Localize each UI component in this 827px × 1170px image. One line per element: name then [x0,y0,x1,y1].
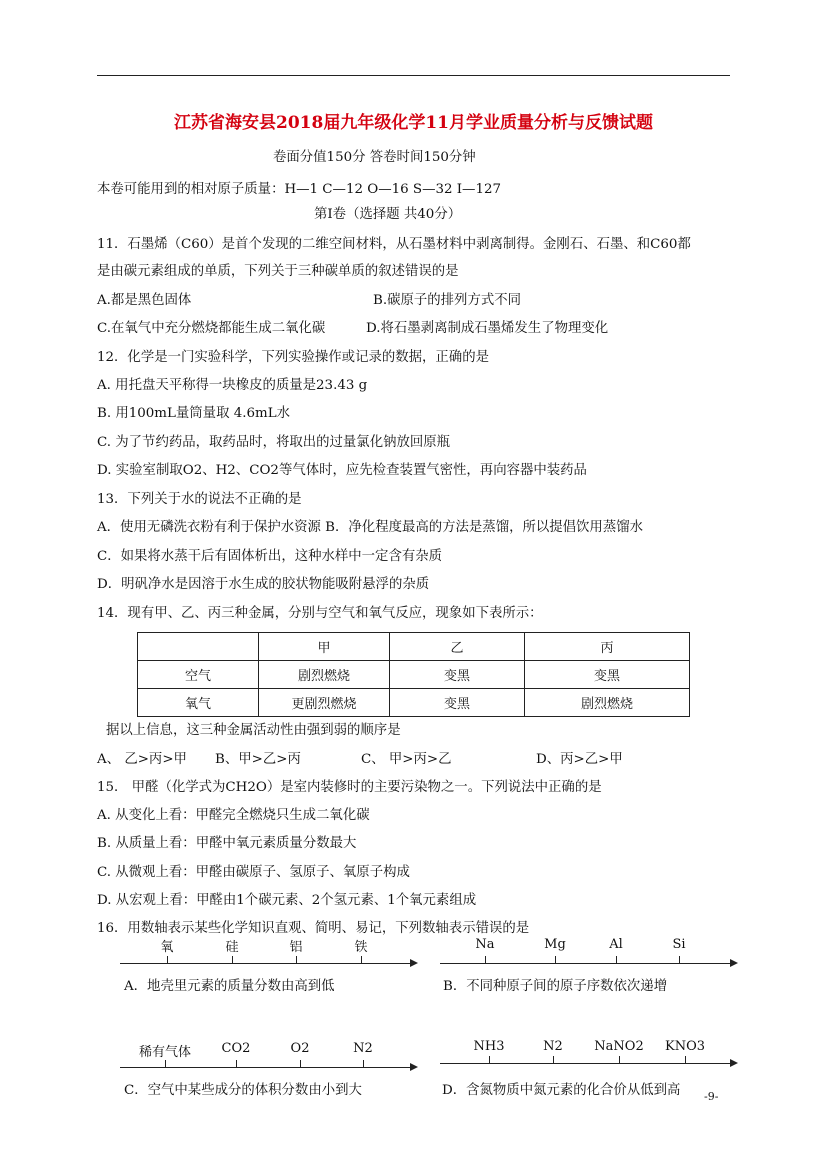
page-title: 江苏省海安县2018届九年级化学11月学业质量分析与反馈试题 [174,113,653,133]
axis-c-label: N2 [353,1041,373,1056]
table-cell: 更剧烈燃烧 [259,689,390,717]
number-axis-c [120,1067,410,1068]
axis-b-caption: B．不同种原子间的原子序数依次递增 [443,979,668,994]
table-header-cell: 乙 [390,633,525,661]
axis-tick [296,956,297,963]
axis-arrow [730,959,738,967]
q15-stem: 15． 甲醛（化学式为CH2O）是室内装修时的主要污染物之一。下列说法中正确的是 [97,780,602,795]
q12-option-b: B. 用100mL量筒量取 4.6mL水 [97,406,290,421]
q14-option-d: D、丙>乙>甲 [536,752,623,767]
q11-option-d: D.将石墨剥离制成石墨烯发生了物理变化 [366,321,609,336]
q15-option-a: A. 从变化上看：甲醛完全燃烧只生成二氧化碳 [97,808,370,823]
axis-tick [300,1060,301,1067]
q14-after-text: 据以上信息，这三种金属活动性由强到弱的顺序是 [106,723,401,738]
axis-a-label: 铝 [289,940,303,955]
table-cell: 剧烈燃烧 [259,661,390,689]
table-cell: 变黑 [390,661,525,689]
axis-tick [555,956,556,963]
table-header-cell: 甲 [259,633,390,661]
axis-tick [363,1060,364,1067]
axis-b-label: Al [609,937,623,952]
q15-option-d: D. 从宏观上看：甲醛由1个碳元素、2个氢元素、1个氧元素组成 [97,893,477,908]
axis-b-label: Mg [544,937,566,952]
atomic-masses: 本卷可能用到的相对原子质量：H—1 C—12 O—16 S—32 I—127 [97,182,502,197]
axis-c-caption: C．空气中某些成分的体积分数由小到大 [124,1083,362,1098]
q15-option-c: C. 从微观上看：甲醛由碳原子、氢原子、氧原子构成 [97,865,410,880]
axis-tick [167,956,168,963]
table-header-cell [138,633,259,661]
axis-tick [616,956,617,963]
axis-arrow [410,1063,418,1071]
table-cell: 氧气 [138,689,259,717]
q14-option-b: B、甲>乙>丙 [215,752,301,767]
axis-a-caption: A．地壳里元素的质量分数由高到低 [124,979,335,994]
table-row [138,689,690,717]
exam-meta: 卷面分值150分 答卷时间150分钟 [273,150,476,165]
q11-stem-1: 11．石墨烯（C60）是首个发现的二维空间材料，从石墨材料中剥离制得。金刚石、石墨、和C60都 [97,237,691,252]
table-header-cell: 丙 [525,633,690,661]
axis-d-label: NH3 [473,1039,505,1054]
axis-d-label: N2 [543,1039,563,1054]
table-header-row [138,633,690,661]
q11-option-a: A.都是黑色固体 [97,293,192,308]
axis-tick [232,956,233,963]
axis-c-label: CO2 [221,1041,251,1056]
axis-arrow [730,1059,738,1067]
q16-stem: 16．用数轴表示某些化学知识直观、简明、易记，下列数轴表示错误的是 [97,921,530,936]
q12-stem: 12．化学是一门实验科学，下列实验操作或记录的数据，正确的是 [97,350,489,365]
number-axis-b [440,963,730,964]
axis-tick [485,956,486,963]
q13-stem: 13．下列关于水的说法不正确的是 [97,492,302,507]
q13-option-c: C．如果将水蒸干后有固体析出，这种水样中一定含有杂质 [97,549,443,564]
axis-b-label: Na [475,937,495,952]
table-row [138,661,690,689]
q14-stem: 14．现有甲、乙、丙三种金属，分别与空气和氧气反应，现象如下表所示： [97,606,543,621]
q14-option-c: C、 甲>丙>乙 [361,752,452,767]
q12-option-a: A. 用托盘天平称得一块橡皮的质量是23.43 g [97,378,368,393]
axis-d-label: KNO3 [664,1039,706,1054]
axis-tick [236,1060,237,1067]
axis-d-caption: D．含氮物质中氮元素的化合价从低到高 [442,1083,681,1098]
q14-option-a: A、 乙>丙>甲 [97,752,187,767]
axis-d-label: NaNO2 [594,1039,644,1054]
page-number: -9- [704,1090,719,1103]
top-rule [97,75,730,76]
number-axis-d [440,1063,730,1064]
axis-a-label: 氧 [160,940,174,955]
q15-option-b: B. 从质量上看：甲醛中氧元素质量分数最大 [97,836,357,851]
axis-a-label: 铁 [354,940,368,955]
axis-arrow [410,959,418,967]
axis-tick [165,1060,166,1067]
table-cell: 剧烈燃烧 [525,689,690,717]
metal-reaction-table [137,632,690,717]
axis-tick [619,1056,620,1063]
axis-tick [489,1056,490,1063]
section-heading: 第Ⅰ卷（选择题 共40分） [314,207,462,222]
axis-a-label: 硅 [225,940,239,955]
axis-tick [685,1056,686,1063]
q12-option-d: D. 实验室制取O2、H2、CO2等气体时，应先检查装置气密性，再向容器中装药品 [97,463,587,478]
axis-c-label: 稀有气体 [138,1045,192,1060]
q13-option-d: D．明矾净水是因溶于水生成的胶状物能吸附悬浮的杂质 [97,577,430,592]
q11-stem-2: 是由碳元素组成的单质，下列关于三种碳单质的叙述错误的是 [97,264,459,279]
axis-c-label: O2 [290,1041,310,1056]
q12-option-c: C. 为了节约药品，取药品时，将取出的过量氯化钠放回原瓶 [97,435,451,450]
q11-option-c: C.在氧气中充分燃烧都能生成二氧化碳 [97,321,326,336]
axis-tick [553,1056,554,1063]
axis-tick [679,956,680,963]
table-cell: 变黑 [390,689,525,717]
table-cell: 空气 [138,661,259,689]
q13-option-ab: A．使用无磷洗衣粉有利于保护水资源 B．净化程度最高的方法是蒸馏，所以提倡饮用蒸馏水 [97,520,643,535]
number-axis-a [120,963,410,964]
q11-option-b: B.碳原子的排列方式不同 [373,293,522,308]
axis-tick [361,956,362,963]
axis-b-label: Si [672,937,686,952]
table-cell: 变黑 [525,661,690,689]
